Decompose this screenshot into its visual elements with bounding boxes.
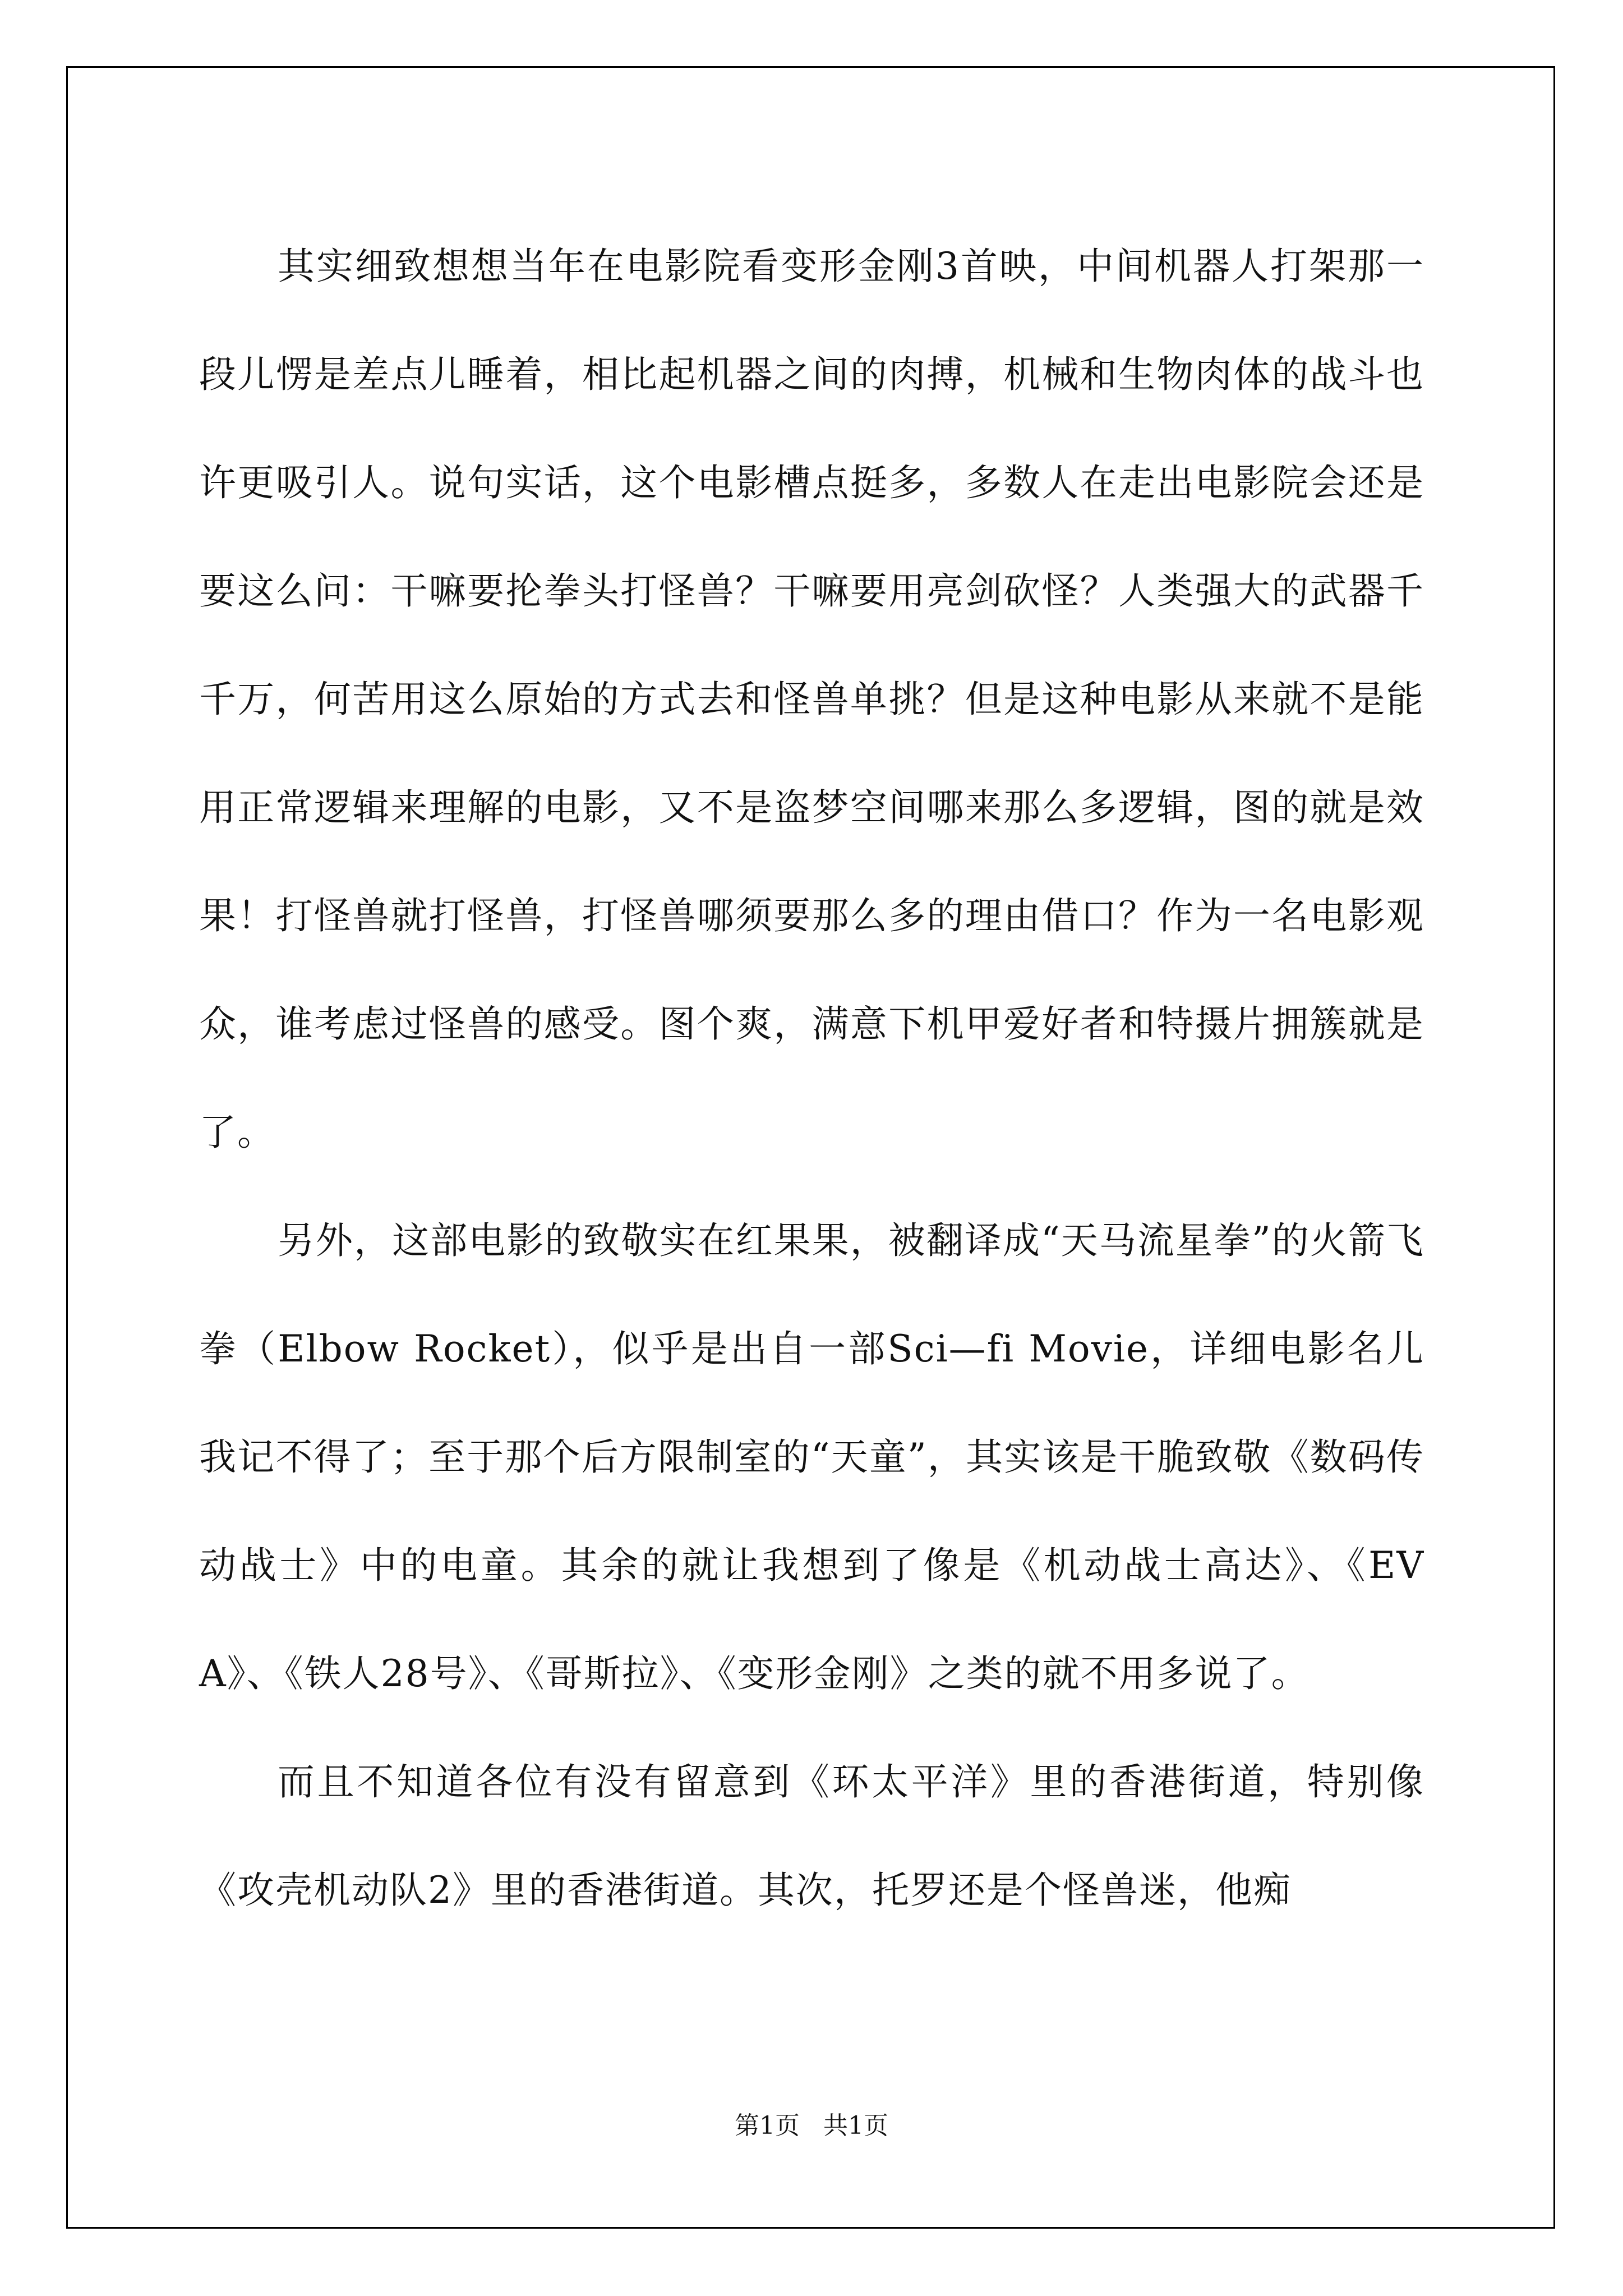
paragraph-2: 另外，这部电影的致敬实在红果果，被翻译成“天马流星拳”的火箭飞拳（Elbow Rocket），似乎是出自一部Sci—fi Movie，详细电影名儿我记不得了；至于那个后方限制室的“天童”，其实该是干脆致敬《数码传动战士》中的电童。其余的就让我想到了像是《机动战士高达》、《EVA》、《铁人28号》、《哥斯拉》、《变形金刚》之类的就不用多说了。 <box>199 1219 1424 1695</box>
document-body <box>199 212 1424 1944</box>
paragraph-1: 其实细致想想当年在电影院看变形金刚3首映，中间机器人打架那一段儿愣是差点儿睡着，相比起机器之间的肉搏，机械和生物肉体的战斗也许更吸引人。说句实话，这个电影槽点挺多，多数人在走出电影院会还是要这么问：干嘛要抡拳头打怪兽？干嘛要用亮剑砍怪？人类强大的武器千千万，何苦用这么原始的方式去和怪兽单挑？但是这种电影从来就不是能用正常逻辑来理解的电影，又不是盗梦空间哪来那么多逻辑，图的就是效果！打怪兽就打怪兽，打怪兽哪须要那么多的理由借口？作为一名电影观众，谁考虑过怪兽的感受。图个爽，满意下机甲爱好者和特摄片拥簇就是了。 <box>199 245 1424 1154</box>
page-footer: 第1页 共1页 <box>735 2111 888 2140</box>
paragraph-3: 而且不知道各位有没有留意到《环太平洋》里的香港街道，特别像《攻壳机动队2》里的香港街道。其次，托罗还是个怪兽迷，他痴 <box>199 1760 1424 1912</box>
